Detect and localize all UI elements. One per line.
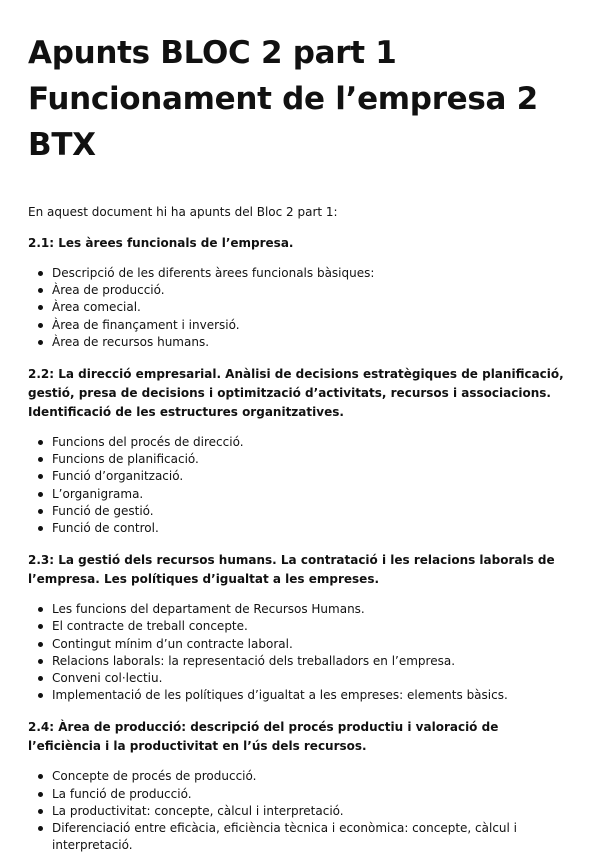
section-2-1: [28, 234, 572, 351]
list-item: Les funcions del departament de Recursos Humans.: [52, 601, 572, 618]
section-title: 2.3: La gestió dels recursos humans. La contratació i les relacions laborals de l’empresa. Les polítiques d’igualtat a les empreses.: [28, 553, 555, 587]
list-item: La productivitat: concepte, càlcul i interpretació.: [52, 803, 572, 820]
list-item: El contracte de treball concepte.: [52, 618, 572, 635]
intro-text: En aquest document hi ha apunts del Bloc 2 part 1:: [28, 205, 338, 219]
title-line-1: Apunts BLOC 2 part 1: [28, 35, 397, 71]
list-item: Funció de control.: [52, 520, 572, 537]
bullet-list: [28, 768, 572, 854]
document-title: [28, 30, 572, 168]
list-item: Funcions del procés de direcció.: [52, 434, 572, 451]
section-2-4: [28, 718, 572, 854]
list-item: La funció de producció.: [52, 786, 572, 803]
bullet-list: [28, 434, 572, 537]
list-item: L’organigrama.: [52, 486, 572, 503]
list-item: Conveni col·lectiu.: [52, 670, 572, 687]
list-item: Funcions de planificació.: [52, 451, 572, 468]
list-item: Funció de gestió.: [52, 503, 572, 520]
section-2-2: [28, 365, 572, 537]
bullet-list: [28, 601, 572, 704]
list-item: Àrea de recursos humans.: [52, 334, 572, 351]
section-2-3: [28, 551, 572, 704]
list-item: Àrea de producció.: [52, 282, 572, 299]
list-item: Funció d’organització.: [52, 468, 572, 485]
list-item: Diferenciació entre eficàcia, eficiència tècnica i econòmica: concepte, càlcul i interpretació.: [52, 820, 572, 854]
bullet-list: [28, 265, 572, 351]
list-item: Descripció de les diferents àrees funcionals bàsiques:: [52, 265, 572, 282]
list-item: Contingut mínim d’un contracte laboral.: [52, 636, 572, 653]
list-item: Àrea de finançament i inversió.: [52, 317, 572, 334]
list-item: Concepte de procés de producció.: [52, 768, 572, 785]
list-item: Relacions laborals: la representació dels treballadors en l’empresa.: [52, 653, 572, 670]
list-item: Àrea comecial.: [52, 299, 572, 316]
section-title: 2.1: Les àrees funcionals de l’empresa.: [28, 236, 294, 250]
section-title: 2.4: Àrea de producció: descripció del procés productiu i valoració de l’eficiència i la productivitat en l’ús dels recursos.: [28, 720, 499, 754]
title-line-2: Funcionament de l’empresa 2 BTX: [28, 81, 538, 163]
list-item: Implementació de les polítiques d’igualtat a les empreses: elements bàsics.: [52, 687, 572, 704]
section-title: 2.2: La direcció empresarial. Anàlisi de decisions estratègiques de planificació, gestió, presa de decisions i optimització d’activitats, recursos i associacions. Identificació de les estructures organitzatives.: [28, 367, 564, 420]
